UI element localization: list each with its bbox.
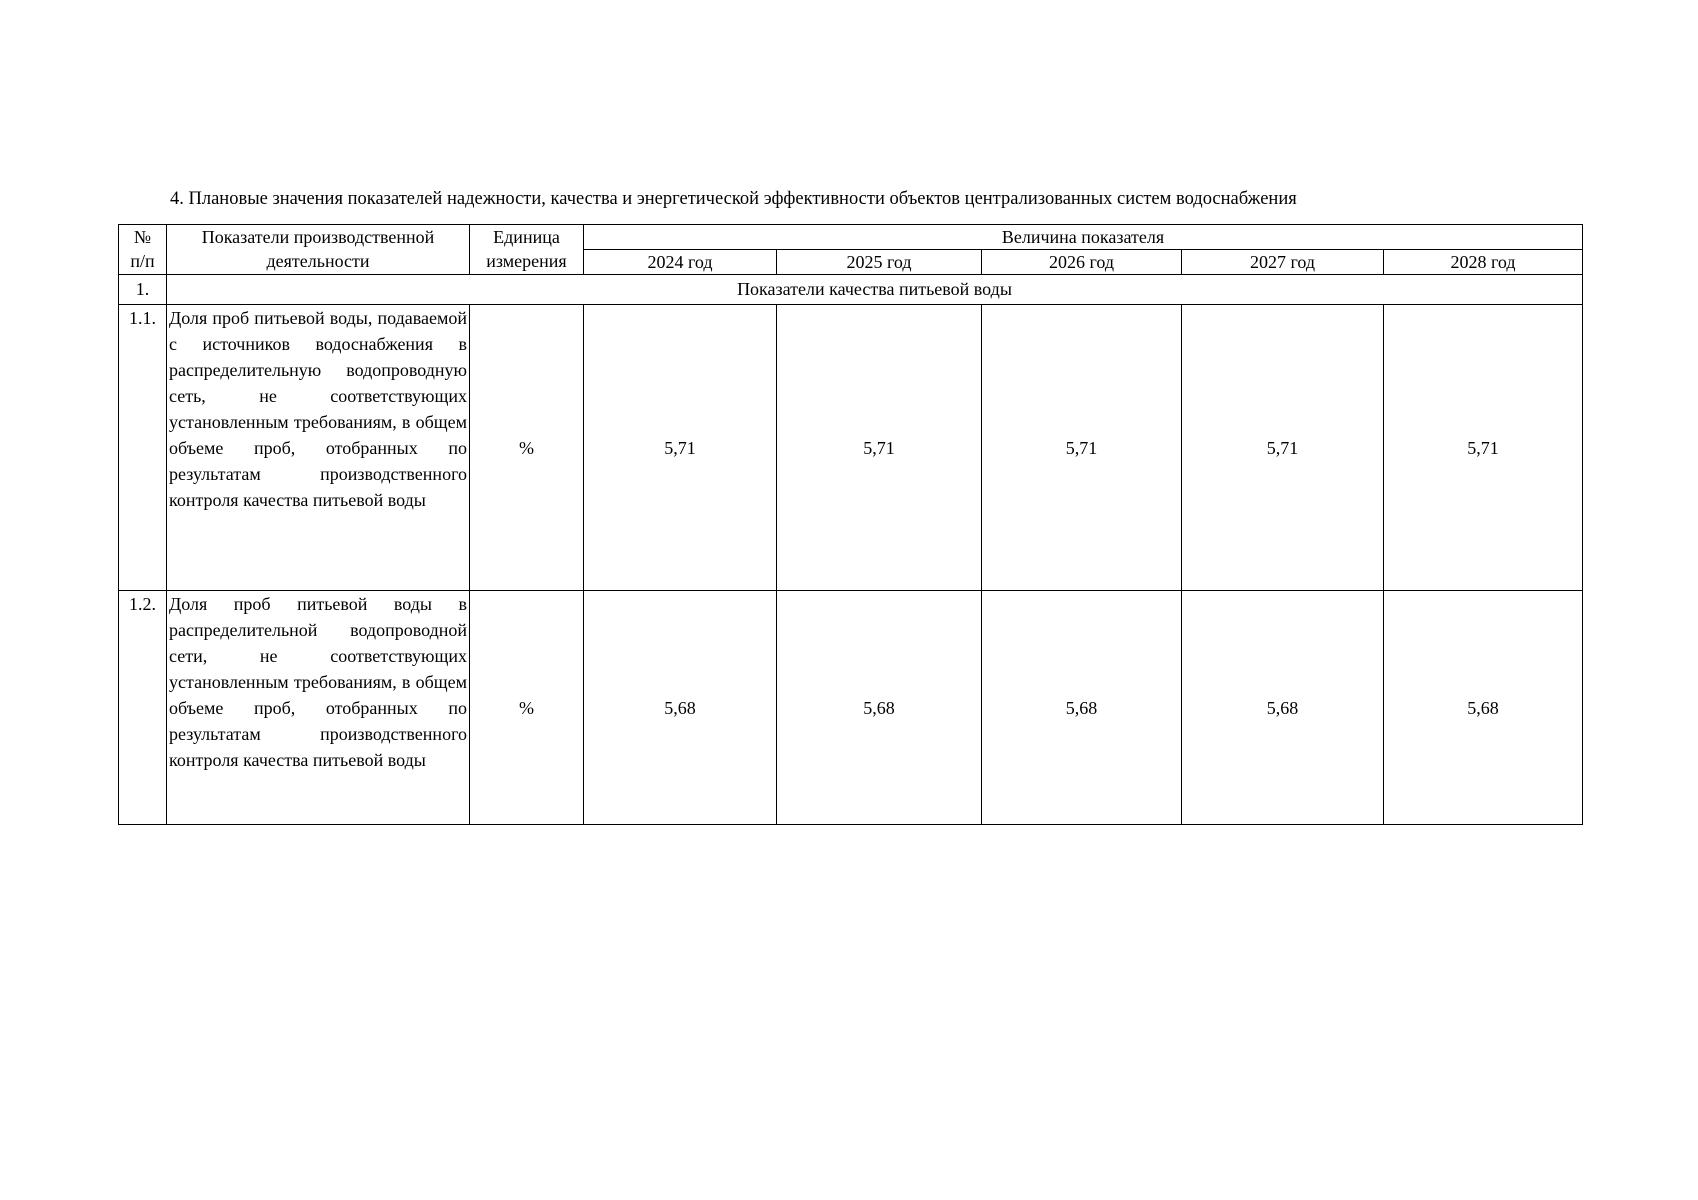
row-value-2028: 5,68 (1384, 591, 1583, 825)
row-value-2026: 5,71 (982, 305, 1182, 591)
row-description: Доля проб питьевой воды, подаваемой с источников водоснабжения в распределительную водопроводную сеть, не соответствующих установленным требованиям, в общем объеме проб, отобранных по результатам производственного контроля качества питьевой воды (167, 305, 470, 591)
section-num: 1. (119, 275, 167, 305)
row-num: 1.2. (119, 591, 167, 825)
row-unit: % (470, 305, 584, 591)
row-unit: % (470, 591, 584, 825)
table-row (119, 305, 1583, 591)
row-value-2025: 5,68 (777, 591, 982, 825)
row-value-2027: 5,71 (1182, 305, 1384, 591)
header-num (119, 225, 167, 275)
header-year-2024: 2024 год (584, 250, 777, 275)
header-year-2027: 2027 год (1182, 250, 1384, 275)
header-num-line1: № (133, 227, 152, 247)
header-unit-line2: измерения (486, 251, 567, 271)
row-value-2024: 5,68 (584, 591, 777, 825)
header-unit (470, 225, 584, 275)
row-value-2028: 5,71 (1384, 305, 1583, 591)
header-indicator-line2: деятельности (266, 251, 370, 271)
row-value-2025: 5,71 (777, 305, 982, 591)
header-indicator (167, 225, 470, 275)
row-value-2026: 5,68 (982, 591, 1182, 825)
section-title: Показатели качества питьевой воды (167, 275, 1583, 305)
page-title: 4. Плановые значения показателей надежности, качества и энергетической эффективности объектов централизованных систем водоснабжения (170, 189, 1297, 209)
row-num: 1.1. (119, 305, 167, 591)
header-num-line2: п/п (130, 251, 155, 271)
header-year-2025: 2025 год (777, 250, 982, 275)
row-value-2027: 5,68 (1182, 591, 1384, 825)
header-year-2028: 2028 год (1384, 250, 1583, 275)
header-unit-line1: Единица (493, 227, 560, 247)
header-year-2026: 2026 год (982, 250, 1182, 275)
row-description: Доля проб питьевой воды в распределительной водопроводной сети, не соответствующих установленным требованиям, в общем объеме проб, отобранных по результатам производственного контроля качества питьевой воды (167, 591, 470, 825)
row-value-2024: 5,71 (584, 305, 777, 591)
header-indicator-line1: Показатели производственной (201, 227, 435, 247)
header-row-1 (119, 225, 1583, 250)
header-value-group: Величина показателя (584, 225, 1583, 250)
table-row (119, 591, 1583, 825)
section-row (119, 275, 1583, 305)
indicators-table (118, 224, 1583, 825)
